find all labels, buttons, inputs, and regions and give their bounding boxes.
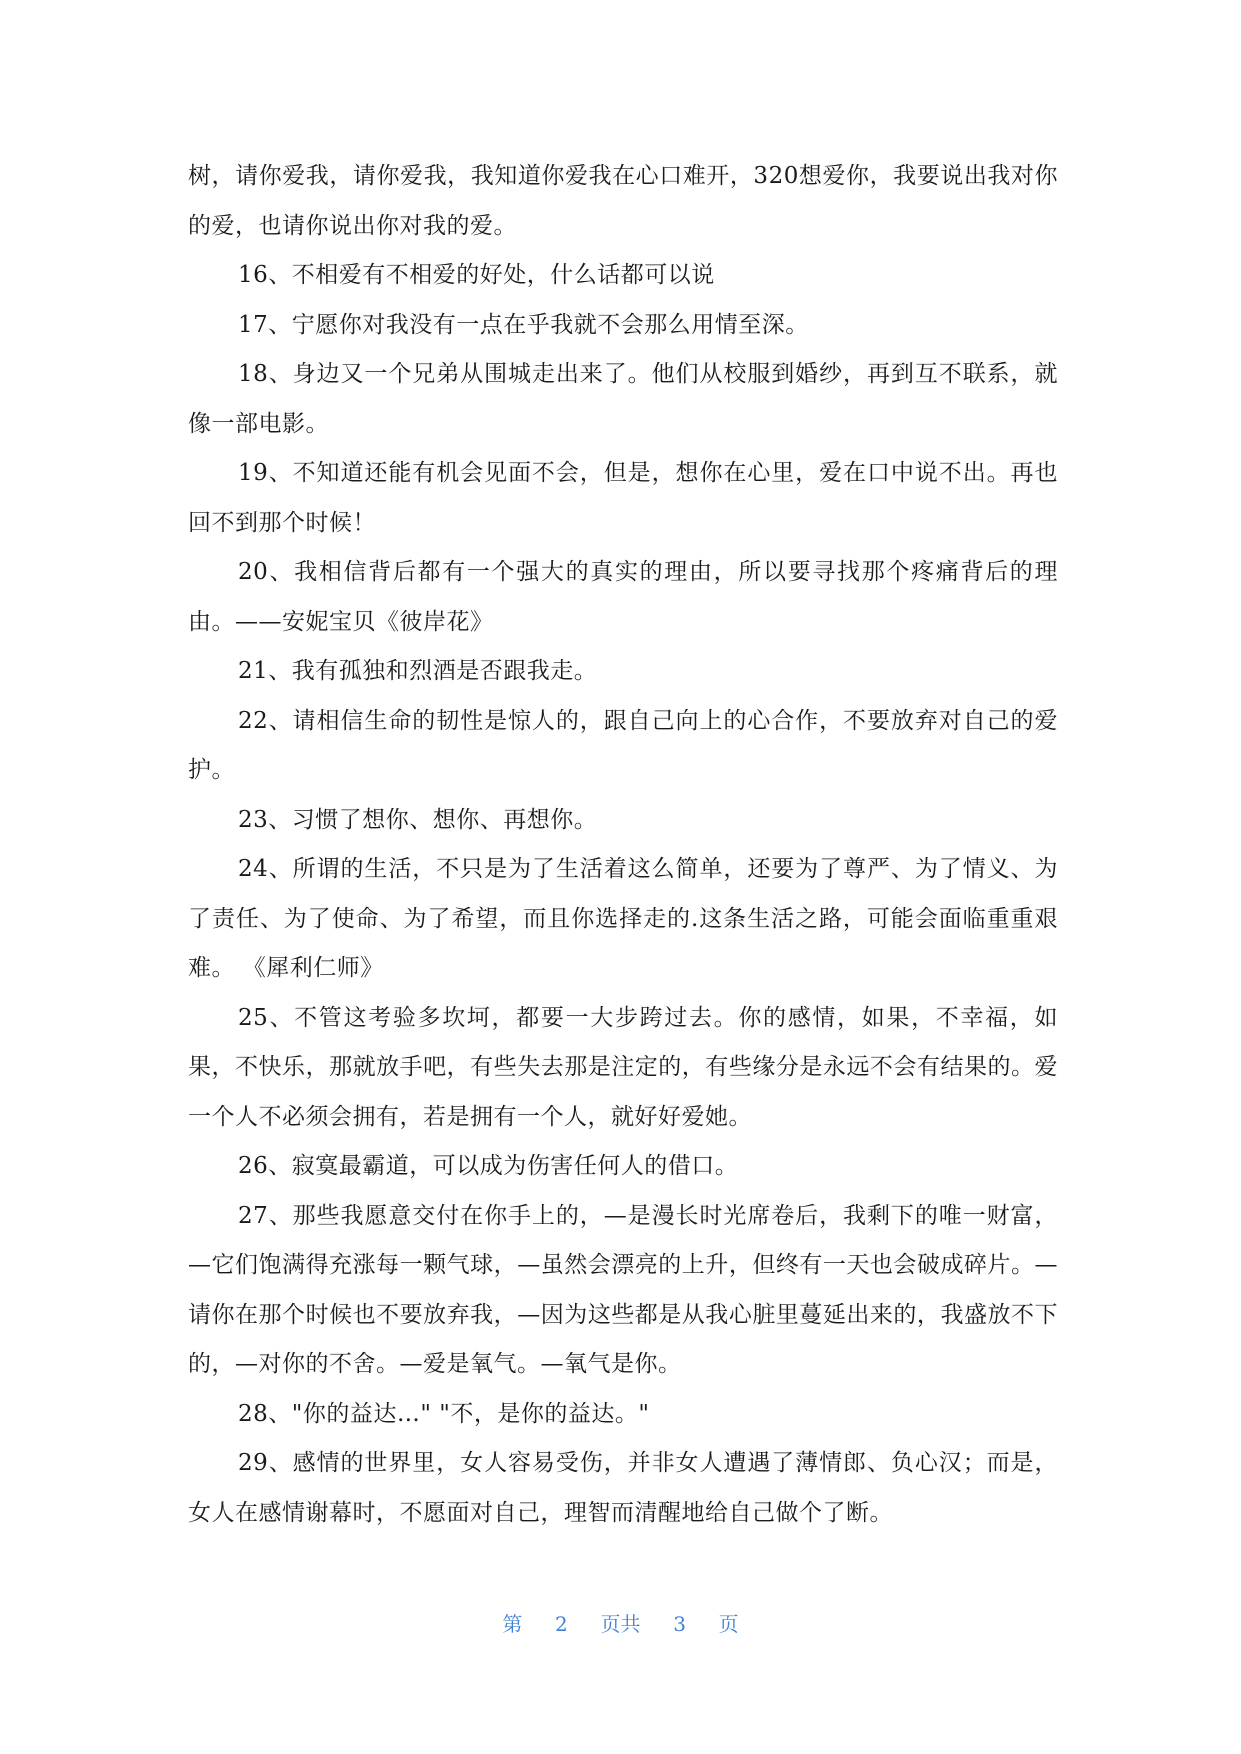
paragraph-28: 28、"你的益达…" "不，是你的益达。" [238,1400,650,1427]
paragraph-18: 18、身边又一个兄弟从围城走出来了。他们从校服到婚纱，再到互不联系，就像一部电影。 [188,361,1058,437]
footer-total-pages: 3 [673,1612,686,1636]
paragraph-16: 16、不相爱有不相爱的好处，什么话都可以说 [238,262,715,288]
page-footer [0,1608,1241,1637]
page-body [188,152,1058,1538]
paragraph-29: 29、感情的世界里，女人容易受伤，并非女人遭遇了薄情郎、负心汉；而是，女人在感情谢幕时，不愿面对自己，理智而清醒地给自己做个了断。 [188,1450,1058,1526]
paragraph-24: 24、所谓的生活，不只是为了生活着这么简单，还要为了尊严、为了情义、为了责任、为了使命、为了希望，而且你选择走的.这条生活之路，可能会面临重重艰难。 《犀利仁师》 [188,856,1058,981]
footer-suffix: 页 [718,1612,739,1636]
paragraph-21: 21、我有孤独和烈酒是否跟我走。 [238,658,598,684]
paragraph-26: 26、寂寞最霸道，可以成为伤害任何人的借口。 [238,1153,739,1179]
paragraph-22: 22、请相信生命的韧性是惊人的，跟自己向上的心合作，不要放弃对自己的爱护。 [188,707,1058,783]
paragraph-25: 25、不管这考验多坎坷，都要一大步跨过去。你的感情，如果，不幸福，如果，不快乐，那就放手吧，有些失去那是注定的，有些缘分是永远不会有结果的。爱一个人不必须会拥有，若是拥有一个人，就好好爱她。 [188,1004,1058,1130]
paragraph-continuation: 树，请你爱我，请你爱我，我知道你爱我在心口难开，320想爱你，我要说出我对你的爱，也请你说出你对我的爱。 [188,163,1058,239]
footer-middle: 页共 [600,1612,641,1636]
footer-prefix: 第 [502,1612,523,1636]
paragraph-27: 27、那些我愿意交付在你手上的，—是漫长时光席卷后，我剩下的唯一财富，—它们饱满得充涨每一颗气球，—虽然会漂亮的上升，但终有一天也会破成碎片。—请你在那个时候也不要放弃我，—因为这些都是从我心脏里蔓延出来的，我盛放不下的，—对你的不舍。—爱是氧气。—氧气是你。 [188,1202,1058,1377]
paragraph-20: 20、我相信背后都有一个强大的真实的理由，所以要寻找那个疼痛背后的理由。——安妮宝贝《彼岸花》 [188,559,1058,635]
paragraph-19: 19、不知道还能有机会见面不会，但是，想你在心里，爱在口中说不出。再也回不到那个时候！ [188,460,1058,536]
paragraph-17: 17、宁愿你对我没有一点在乎我就不会那么用情至深。 [238,311,809,338]
paragraph-23: 23、习惯了想你、想你、再想你。 [238,806,598,833]
footer-current-page: 2 [555,1612,568,1636]
